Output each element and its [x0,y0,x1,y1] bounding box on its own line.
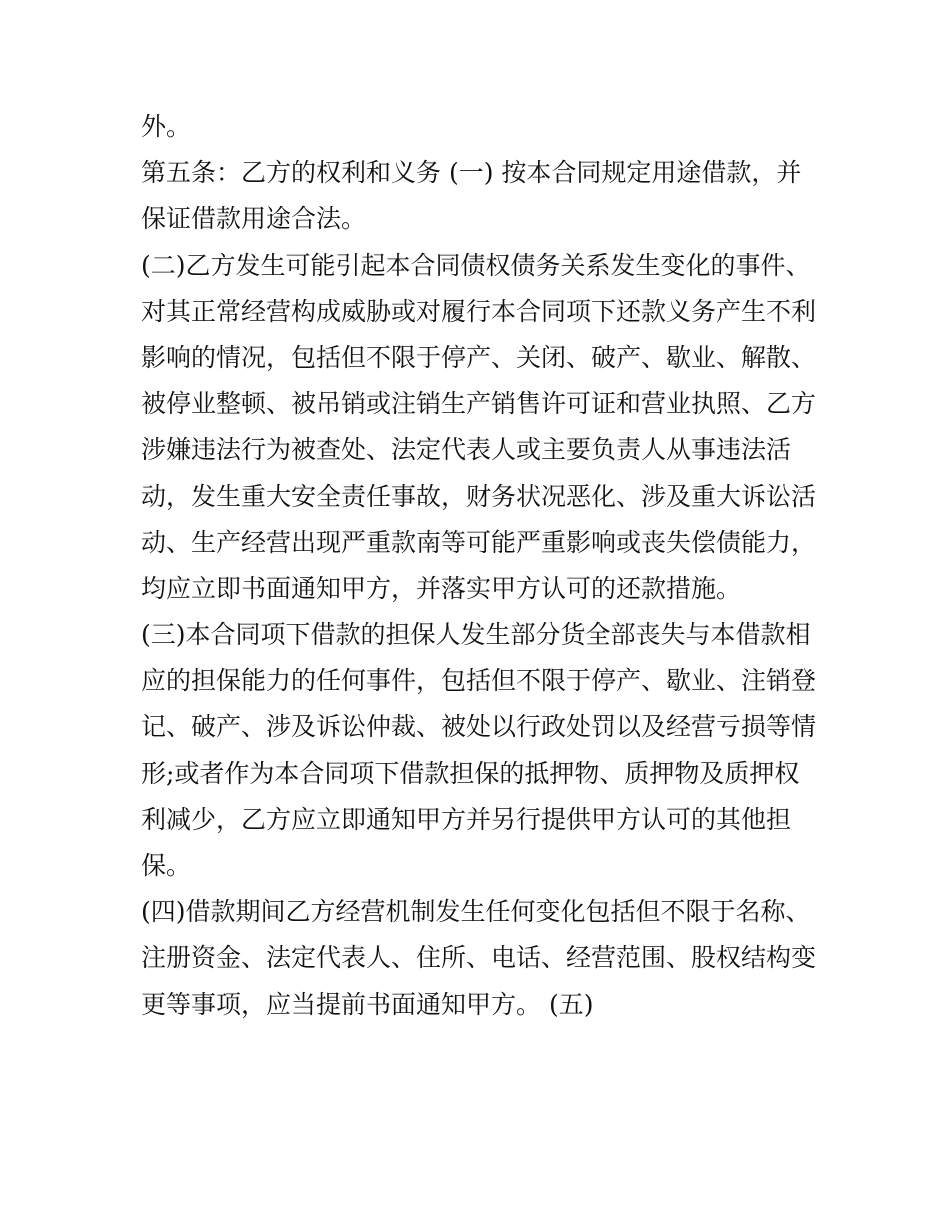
text-line-15: 形;或者作为本合同项下借款担保的抵押物、质押物及质押权 [141,758,800,788]
clause-3-start-line: (三)本合同项下借款的担保人发生部分货全部丧失与本借款相 [141,620,811,650]
contract-text-body [141,104,821,1028]
text-line-9: 动，发生重大安全责任事故，财务状况恶化、涉及重大诉讼活 [141,481,817,511]
text-line-5: 对其正常经营构成威胁或对履行本合同项下还款义务产生不利 [141,296,817,326]
text-line-13: 应的担保能力的任何事件，包括但不限于停产、歇业、注销登 [141,666,817,696]
text-line-16: 利减少，乙方应立即通知甲方并另行提供甲方认可的其他担 [141,804,792,834]
clause-4-start-line: (四)借款期间乙方经营机制发生任何变化包括但不限于名称、 [141,897,811,927]
text-line-10: 动、生产经营出现严重款南等可能严重影响或丧失偿债能力， [141,527,817,557]
text-line-7: 被停业整顿、被吊销或注销生产销售许可证和营业执照、乙方 [141,389,817,419]
article-5-heading-line: 第五条：乙方的权利和义务 (一) 按本合同规定用途借款，并 [141,158,802,188]
text-line-20: 更等事项，应当提前书面通知甲方。 (五) [141,989,594,1019]
clause-2-start-line: (二)乙方发生可能引起本合同债权债务关系发生变化的事件、 [141,250,811,280]
text-line-3: 保证借款用途合法。 [141,204,367,234]
text-line-6: 影响的情况，包括但不限于停产、关闭、破产、歇业、解散、 [141,342,817,372]
text-line-8: 涉嫌违法行为被查处、法定代表人或主要负责人从事违法活 [141,435,792,465]
text-line-17: 保。 [141,851,192,880]
text-line-14: 记、破产、涉及诉讼仲裁、被处以行政处罚以及经营亏损等情 [141,712,817,742]
text-line-1: 外。 [141,112,192,141]
text-line-11: 均应立即书面通知甲方，并落实甲方认可的还款措施。 [141,573,742,603]
text-line-19: 注册资金、法定代表人、住所、电话、经营范围、股权结构变 [141,943,817,973]
